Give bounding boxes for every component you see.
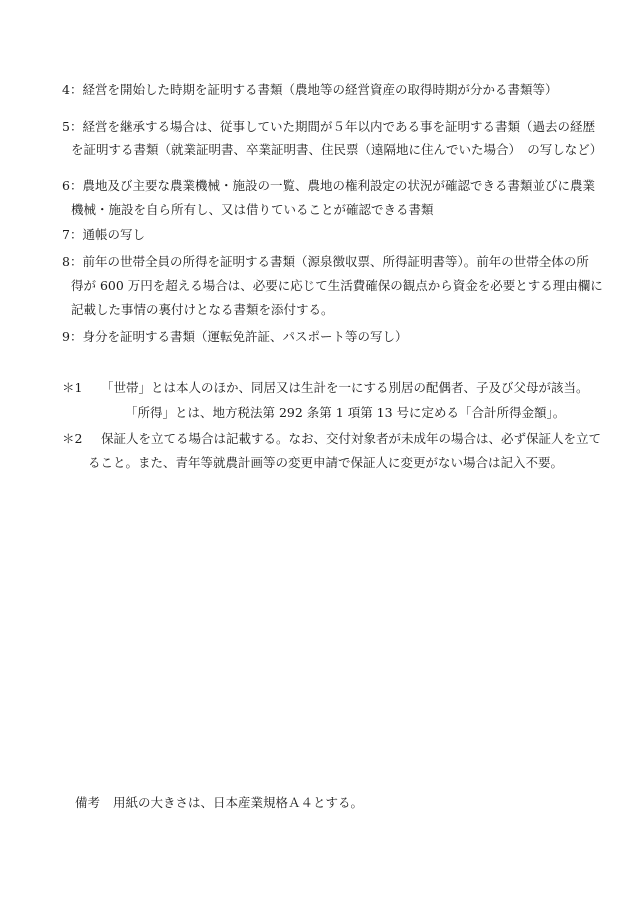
doc-item-4-line-1: 4：経営を開始した時期を証明する書類（農地等の経営資産の取得時期が分かる書類等） bbox=[62, 82, 558, 97]
doc-item-5-line-2: を証明する書類（就業証明書、卒業証明書、住民票（遠隔地に住んでいた場合） の写しなど） bbox=[71, 142, 603, 157]
doc-item-6-line-1: 6：農地及び主要な農業機械・施設の一覧、農地の権利設定の状況が確認できる書類並びに農業 bbox=[62, 178, 595, 193]
doc-item-9-line-1: 9：身分を証明する書類（運転免許証、パスポート等の写し） bbox=[62, 329, 408, 344]
note-1-line-2: 「所得」とは、地方税法第 292 条第 1 項第 13 号に定める「合計所得金額」。 bbox=[125, 405, 566, 420]
doc-item-8-line-2: 得が 600 万円を超える場合は、必要に応じて生活費確保の観点から資金を必要とする理由欄に bbox=[71, 278, 603, 293]
note-2-line-1: 保証人を立てる場合は記載する。なお、交付対象者が未成年の場合は、必ず保証人を立て bbox=[101, 431, 602, 446]
doc-item-7-line-1: 7：通帳の写し bbox=[62, 227, 145, 242]
note-1-line-1: 「世帯」とは本人のほか、同居又は生計を一にする別居の配偶者、子及び父母が該当。 bbox=[101, 380, 589, 395]
note-2-line-2: ること。また、青年等就農計画等の変更申請で保証人に変更がない場合は記入不要。 bbox=[88, 455, 564, 470]
note-2-mark: ＊2 bbox=[62, 431, 83, 446]
remarks-text: 用紙の大きさは、日本産業規格Ａ４とする。 bbox=[113, 795, 364, 810]
doc-item-6-line-2: 機械・施設を自ら所有し、又は借りていることが確認できる書類 bbox=[71, 202, 434, 217]
doc-item-8-line-1: 8：前年の世帯全員の所得を証明する書類（源泉徴収票、所得証明書等）。前年の世帯全体の所 bbox=[62, 254, 589, 269]
remarks-label: 備考 bbox=[75, 795, 101, 810]
doc-item-5-line-1: 5：経営を継承する場合は、従事していた期間が５年以内である事を証明する書類（過去の経歴 bbox=[62, 119, 595, 134]
doc-item-8-line-3: 記載した事情の裏付けとなる書類を添付する。 bbox=[71, 302, 334, 317]
note-1-mark: ＊1 bbox=[62, 380, 83, 395]
